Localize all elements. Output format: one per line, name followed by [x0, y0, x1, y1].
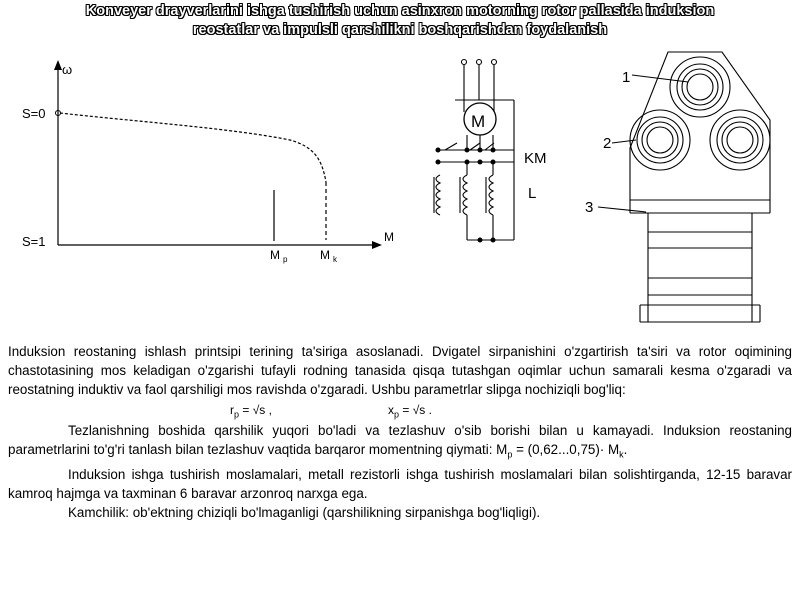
- title-line-1: Konveyer drayverlarini ishga tushirish uchun asinxron motorning rotor pallasida induksion: [85, 3, 715, 19]
- inductor-l: [434, 162, 514, 242]
- m-axis-label: M: [384, 230, 394, 244]
- x-axis-arrow: [372, 241, 382, 249]
- body-text: [8, 342, 792, 522]
- circuit-diagram: [434, 60, 547, 243]
- km-label: KM: [524, 150, 547, 167]
- s1-label: S=1: [22, 234, 46, 249]
- coil-1: [670, 57, 730, 117]
- callout-3-line: [598, 207, 646, 212]
- coil-2: [630, 110, 690, 170]
- mk-label: M $_k$: [320, 248, 337, 264]
- terminal-3: [492, 60, 497, 65]
- s0-label: S=0: [22, 106, 46, 121]
- paragraph-2: Tezlanishning boshida qarshilik yuqori bo'ladi va tezlashuv o'sib borishi bilan u kamayadi. Induksion reostaning parametrlarini to'g'ri tanlash bilan tezlashuv vaqtida barqaror momentning qiymati: $M_p = (0,62...0,75)\cdot M_k$.: [8, 423, 792, 460]
- reostat-stand: [630, 200, 770, 322]
- formula-row: [8, 399, 792, 421]
- coil-3: [710, 110, 770, 170]
- callout-2: 2: [603, 135, 612, 152]
- terminal-2: [477, 60, 482, 65]
- formula-rp: $r_p = √s$ ,: [230, 403, 272, 420]
- terminal-1: [462, 60, 467, 65]
- reostat-drawing: [598, 52, 770, 322]
- paragraph-3: Induksion ishga tushirish moslamalari, metall rezistorli ishga tushirish moslamalari bilan solishtirganda, 12-15 baravar kamroq hajmga va taxminan 6 baravar arzonroq narxga ega.: [8, 466, 792, 501]
- callout-1: 1: [622, 69, 631, 86]
- motor-label: M: [471, 112, 486, 131]
- characteristic-curve: [60, 113, 326, 182]
- l-label: L: [528, 185, 537, 202]
- paragraph-1: Induksion reostaning ishlash printsipi terining ta'siriga asoslanadi. Dvigatel sirpanishini o'zgartirish ta'siri va rotor oqimining chastotasining mos keladigan o'zgarishi tufayli rodning tanasida qisqa tutashgan oqimlar uchun samarali kesma o'zgaradi va reostatning induktiv va faol qarshiligi mos ravishda o'zgaradi. Ushbu parametrlar slipga nochiziqli bog'liq:: [8, 344, 792, 397]
- mp-label: M $_p$: [270, 248, 288, 264]
- contactor-km: [436, 143, 514, 164]
- y-axis-arrow: [54, 60, 62, 70]
- formula-xp: $x_p = √s$ .: [388, 403, 432, 420]
- callout-3: 3: [585, 199, 594, 216]
- title-line-2: reostatlar va impulsli qarshilikni boshqarishdan foydalanish: [192, 22, 608, 38]
- torque-speed-graph: [22, 60, 394, 264]
- paragraph-4: Kamchilik: ob'ektning chiziqli bo'lmaganligi (qarshilikning sirpanishga bog'liqligi).: [68, 504, 541, 520]
- omega-label: ω: [62, 62, 73, 77]
